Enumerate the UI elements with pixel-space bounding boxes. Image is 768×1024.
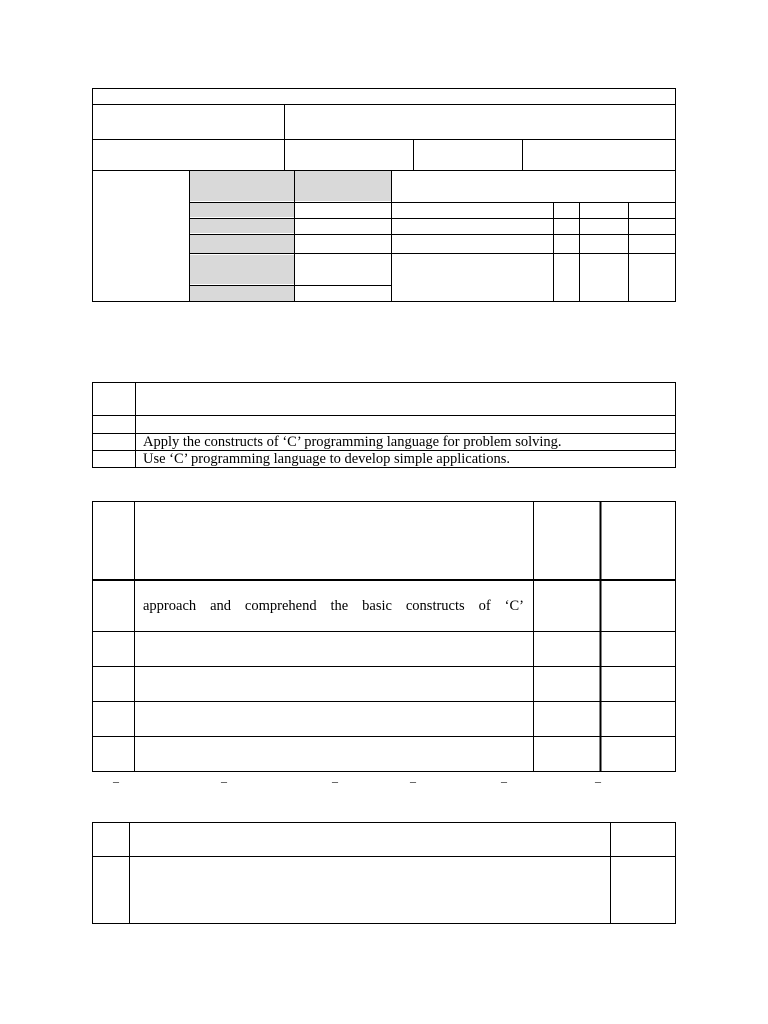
dash-mark: – bbox=[332, 774, 338, 788]
dash-mark: – bbox=[595, 774, 601, 788]
co-word: approach bbox=[143, 598, 197, 614]
dash-mark: – bbox=[501, 774, 507, 788]
dash-mark: – bbox=[410, 774, 416, 788]
outcome-row-2-text: Use ‘C’ programming language to develop simple applications. bbox=[143, 451, 510, 467]
co-word: of bbox=[478, 598, 491, 614]
co-word: basic bbox=[362, 598, 392, 614]
co-word: ‘C’ bbox=[504, 598, 524, 614]
outcome-row-1-text: Apply the constructs of ‘C’ programming language for problem solving. bbox=[143, 434, 562, 450]
co-word: the bbox=[330, 598, 349, 614]
co-word: comprehend bbox=[244, 598, 317, 614]
dash-mark: – bbox=[221, 774, 227, 788]
co-word: constructs bbox=[405, 598, 465, 614]
co-word: and bbox=[210, 598, 231, 614]
dash-mark: – bbox=[113, 774, 119, 788]
